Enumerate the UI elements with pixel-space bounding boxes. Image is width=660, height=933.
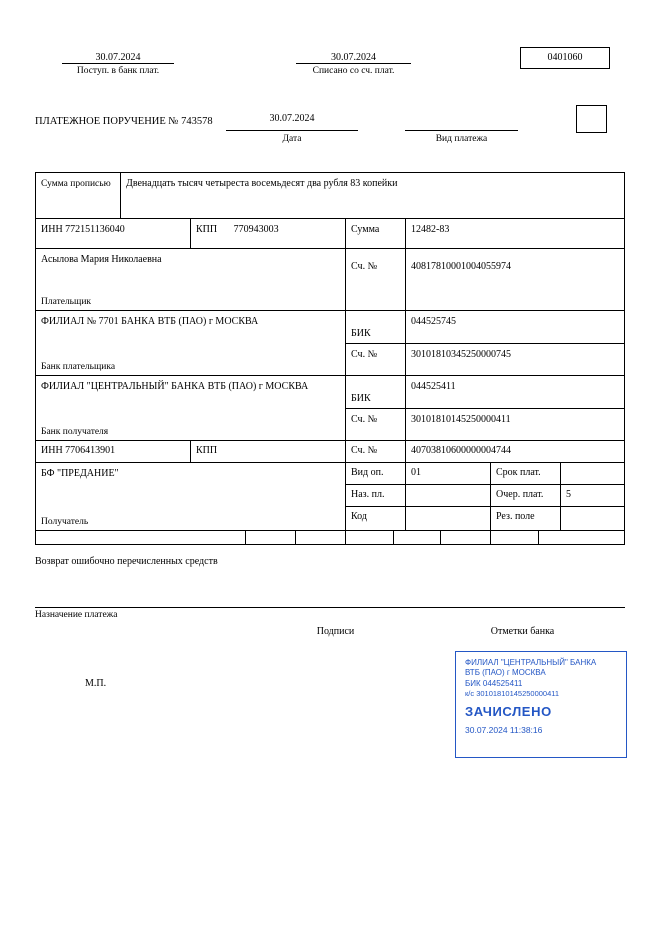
stamp-status: ЗАЧИСЛЕНО <box>465 703 552 719</box>
payer-name: Асылова Мария Николаевна <box>41 254 162 265</box>
srok-plat-label-cell: Срок плат. <box>491 463 561 485</box>
payee-account-cell: 40703810600000004744 <box>406 441 624 463</box>
signatures-label: Подписи <box>316 626 355 637</box>
received-block <box>62 52 174 76</box>
received-date-label: Поступ. в банк плат. <box>76 66 160 76</box>
extra-field-cell-4 <box>346 531 394 544</box>
received-date: 30.07.2024 <box>62 52 174 64</box>
amount-words-value-cell <box>121 173 624 219</box>
vid-op-label-cell: Вид оп. <box>346 463 406 485</box>
bank-stamp <box>455 651 627 758</box>
extra-field-cell-5 <box>394 531 441 544</box>
debited-date: 30.07.2024 <box>296 52 411 64</box>
stamp-bank-name-1: ФИЛИАЛ "ЦЕНТРАЛЬНЫЙ" БАНКА <box>465 658 597 667</box>
form-code-box: 0401060 <box>520 47 610 69</box>
payer-kpp-cell <box>191 219 346 249</box>
extra-field-cell-8 <box>539 531 624 544</box>
naz-pl-label-cell: Наз. пл. <box>346 485 406 507</box>
ocher-plat-label-cell: Очер. плат. <box>491 485 561 507</box>
amount-words-label: Сумма прописью <box>41 179 111 189</box>
vid-op-value-cell: 01 <box>406 463 491 485</box>
payment-kind-box <box>576 105 607 133</box>
stamp-bik: БИК 044525411 <box>465 678 523 688</box>
payee-kpp-cell: КПП <box>191 441 346 463</box>
kod-value-cell <box>406 507 491 531</box>
payer-bank-section-label: Банк плательщика <box>41 361 116 372</box>
payment-order-table <box>35 172 625 545</box>
bank-marks-label: Отметки банка <box>490 626 555 637</box>
payer-bank-cell <box>36 311 346 376</box>
payee-bank-section-label: Банк получателя <box>41 426 109 437</box>
payee-inn-cell: ИНН 7706413901 <box>36 441 191 463</box>
payer-inn-cell <box>36 219 191 249</box>
extra-field-cell-3 <box>296 531 346 544</box>
amount-words-label-cell <box>36 173 121 219</box>
payee-bank-account-cell: 30101810145250000411 <box>406 409 624 441</box>
payer-kpp-value: 770943003 <box>233 224 279 235</box>
payment-purpose-text: Возврат ошибочно перечисленных средств <box>35 556 218 567</box>
document-title: ПЛАТЕЖНОЕ ПОРУЧЕНИЕ № 743578 <box>35 116 213 127</box>
payer-bank-account-label-cell: Сч. № <box>346 344 406 376</box>
payer-account-cell: 40817810001004055974 <box>406 249 624 311</box>
payer-bank-name: ФИЛИАЛ № 7701 БАНКА ВТБ (ПАО) г МОСКВА <box>41 316 259 327</box>
purpose-label: Назначение платежа <box>35 610 118 620</box>
payment-kind-label: Вид платежа <box>435 134 488 144</box>
extra-field-cell-2 <box>246 531 296 544</box>
kod-label-cell: Код <box>346 507 406 531</box>
debited-date-label: Списано со сч. плат. <box>312 66 395 76</box>
stamp-bank-name-2: ВТБ (ПАО) г МОСКВА <box>465 668 546 678</box>
payer-kpp-label: КПП <box>196 224 218 235</box>
debited-block <box>296 52 411 76</box>
payee-section-label: Получатель <box>41 516 89 527</box>
payer-cell <box>36 249 346 311</box>
payee-bank-name: ФИЛИАЛ "ЦЕНТРАЛЬНЫЙ" БАНКА ВТБ (ПАО) г МОСКВА <box>41 381 309 392</box>
payer-bank-account-cell: 30101810345250000745 <box>406 344 624 376</box>
extra-field-cell-7 <box>491 531 539 544</box>
mp-label: М.П. <box>85 678 107 689</box>
payee-bank-cell <box>36 376 346 441</box>
sum-value-cell: 12482-83 <box>406 219 624 249</box>
purpose-divider <box>35 607 625 608</box>
extra-field-cell-6 <box>441 531 491 544</box>
payee-bank-account-label-cell: Сч. № <box>346 409 406 441</box>
rez-pole-label-cell: Рез. поле <box>491 507 561 531</box>
document-date: 30.07.2024 <box>226 113 358 131</box>
sum-label-cell: Сумма <box>346 219 406 249</box>
ocher-plat-value-cell: 5 <box>561 485 624 507</box>
payer-section-label: Плательщик <box>41 296 92 307</box>
payer-account-label-cell: Сч. № <box>346 249 406 311</box>
rez-pole-value-cell <box>561 507 624 531</box>
srok-plat-value-cell <box>561 463 624 485</box>
payment-kind-line <box>405 113 518 131</box>
document-date-label: Дата <box>282 134 302 144</box>
payee-name: БФ "ПРЕДАНИЕ" <box>41 468 119 479</box>
payee-bank-bik-cell: 044525411 <box>406 376 624 409</box>
amount-words-value: Двенадцать тысяч четыреста восемьдесят два рубля 83 копейки <box>126 178 398 189</box>
extra-field-cell-1 <box>36 531 246 544</box>
stamp-corr-account: к/с 30101810145250000411 <box>465 689 560 699</box>
stamp-datetime: 30.07.2024 11:38:16 <box>465 724 543 735</box>
naz-pl-value-cell <box>406 485 491 507</box>
payer-inn: ИНН 772151136040 <box>41 224 125 235</box>
payer-bank-bik-label-cell: БИК <box>346 311 406 344</box>
payee-account-label-cell: Сч. № <box>346 441 406 463</box>
payee-cell <box>36 463 346 531</box>
payee-bank-bik-label-cell: БИК <box>346 376 406 409</box>
payer-bank-bik-cell: 044525745 <box>406 311 624 344</box>
